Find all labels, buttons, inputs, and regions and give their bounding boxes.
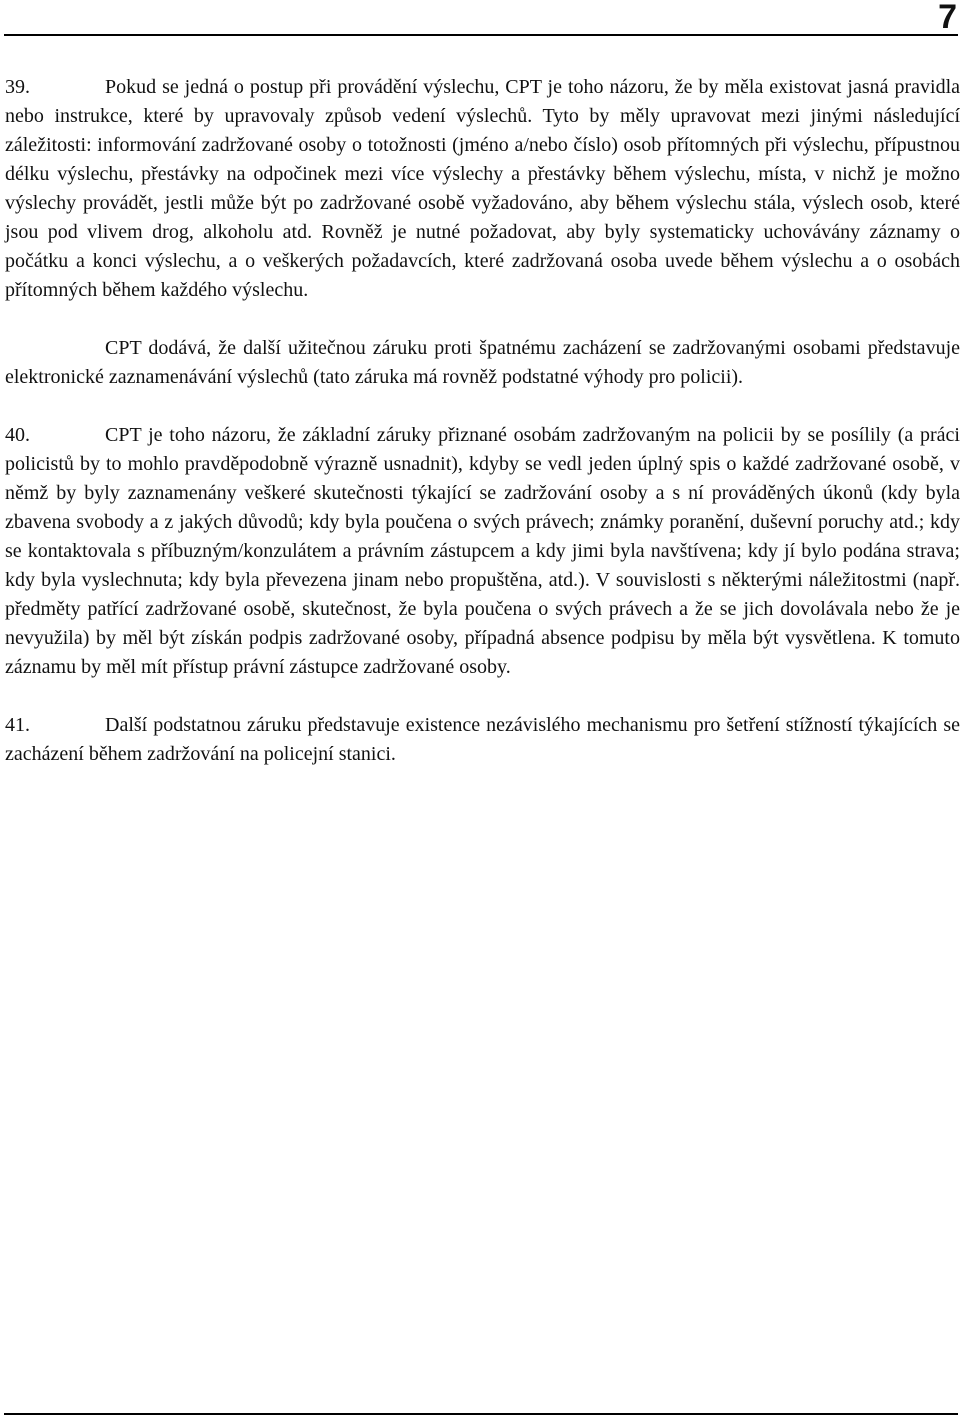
paragraph-text: Pokud se jedná o postup při provádění výslechu, CPT je toho názoru, že by měla existovat jasná pravidla nebo instrukce, které by upravovaly způsob vedení výslechů. Tyto by měly upravovat mezi jinými následující záležitosti: informování zadržované osoby o totožnosti (jméno a/nebo číslo) osob přítomných při výslechu, přípustnou délku výslechu, přestávky na odpočinek mezi více výslechy a přestávky během výslechu, místa, v nichž je možno výslechy provádět, jestli může být po zadržované osobě vyžadováno, aby během výslechu stála, výslech osob, které jsou pod vlivem drog, alkoholu atd. Rovněž je nutné požadovat, aby byly systematicky uchovávány záznamy o počátku a konci výslechu, a o veškerých požadavcích, které zadržovaná osoba uvede během výslechu a o osobách přítomných během každého výslechu. <box>5 76 960 301</box>
document-body <box>5 73 960 769</box>
header-rule <box>4 34 958 36</box>
paragraph-text: CPT dodává, že další užitečnou záruku proti špatnému zacházení se zadržovanými osobami představuje elektronické zaznamenávání výslechů (tato záruka má rovněž podstatné výhody pro policii). <box>5 337 960 388</box>
paragraph-text: CPT je toho názoru, že základní záruky přiznané osobám zadržovaným na policii by se posílily (a práci policistů by to mohlo pravděpodobně výrazně usnadnit), kdyby se vedl jeden úplný spis o každé zadržované osobě, v němž by byly zaznamenány veškeré skutečnosti týkající se zadržování osoby a s ní prováděných úkonů (kdy byla zbavena svobody a z jakých důvodů; kdy byla poučena o svých právech; známky poranění, duševní poruchy atd.; kdy se kontaktovala s příbuzným/konzulátem a právním zástupcem a kdy jimi byla navštívena; kdy jí bylo podána strava; kdy byla vyslechnuta; kdy byla převezena jinam nebo propuštěna, atd.). V souvislosti s některými náležitostmi (např. předměty patřící zadržované osobě, skutečnost, že byla poučena o svých právech a že se jich dovolávala nebo že je nevyužila) by měl být získán podpis zadržované osoby, případná absence podpisu by měla být vysvětlena. K tomuto záznamu by měl mít přístup právní zástupce zadržované osoby. <box>5 424 960 678</box>
paragraph-39-continuation <box>5 334 960 392</box>
paragraph-40 <box>5 421 960 682</box>
paragraph-number: 39. <box>5 76 30 98</box>
paragraph-39 <box>5 73 960 305</box>
paragraph-number: 41. <box>5 714 30 736</box>
page-number: 7 <box>938 0 957 36</box>
paragraph-41 <box>5 711 960 769</box>
footer-rule <box>4 1413 958 1415</box>
paragraph-text: Další podstatnou záruku představuje existence nezávislého mechanismu pro šetření stížností týkajících se zacházení během zadržování na policejní stanici. <box>5 714 960 765</box>
paragraph-number: 40. <box>5 424 30 446</box>
